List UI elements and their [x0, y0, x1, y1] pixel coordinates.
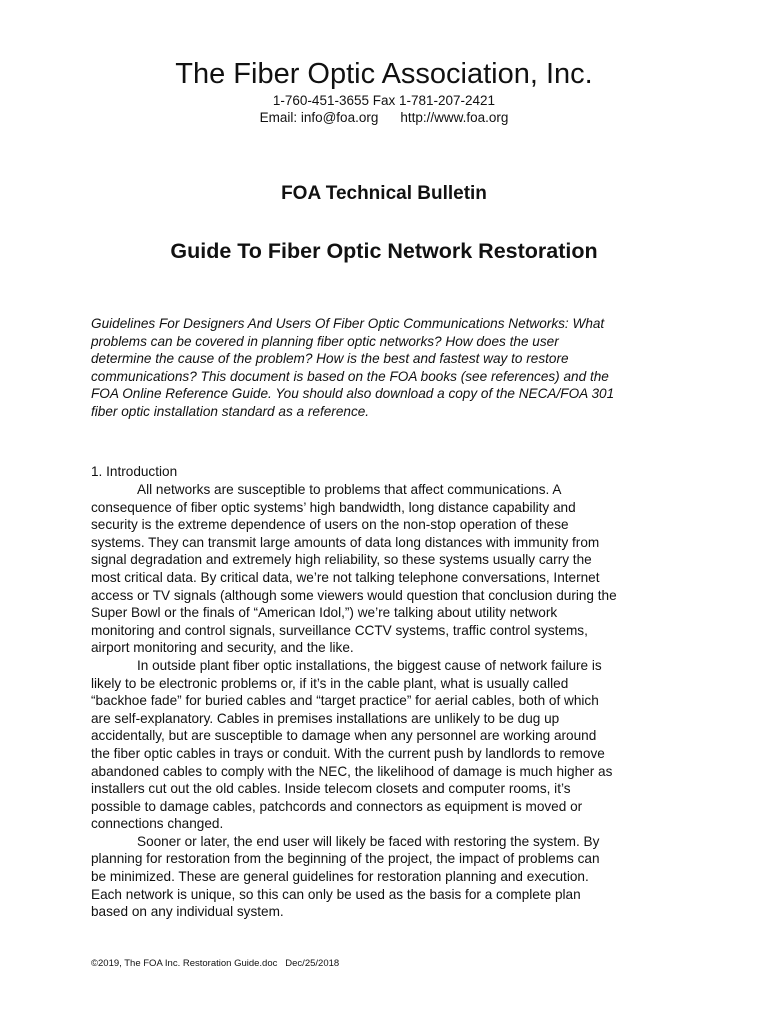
paragraph-line: All networks are susceptible to problems that affect communications. A	[137, 482, 562, 497]
paragraph-line: Each network is unique, so this can only be used as the basis for a complete plan	[91, 886, 581, 902]
abstract-line: problems can be covered in planning fiber optic networks? How does the user	[91, 333, 559, 349]
page-footer: ©2019, The FOA Inc. Restoration Guide.doc Dec/25/2018	[91, 958, 340, 969]
paragraph-line: connections changed.	[91, 816, 224, 832]
abstract-line: determine the cause of the problem? How is the best and fastest way to restore	[91, 351, 569, 367]
paragraph-line: airport monitoring and security, and the like.	[91, 640, 354, 656]
paragraph-line: Sooner or later, the end user will likely be faced with restoring the system. By	[137, 833, 600, 849]
website-link[interactable]: http://www.foa.org	[400, 110, 509, 125]
paragraph-line: systems. They can transmit large amounts of data long distances with immunity from	[91, 534, 600, 550]
paragraph-line: accidentally, but are susceptible to damage when any personnel are working around	[91, 728, 597, 744]
paragraph-line: based on any individual system.	[91, 904, 284, 920]
paragraph-line: likely to be electronic problems or, if it’s in the cable plant, what is usually called	[91, 675, 569, 691]
document-title: Guide To Fiber Optic Network Restoration	[170, 239, 598, 263]
paragraph-line: In outside plant fiber optic installations, the biggest cause of network failure is	[137, 657, 602, 673]
paragraph-line: planning for restoration from the beginning of the project, the impact of problems can	[91, 851, 600, 867]
paragraph-line: most critical data. By critical data, we’re not talking telephone conversations, Internet	[91, 569, 600, 585]
organization-name: The Fiber Optic Association, Inc.	[175, 58, 593, 90]
abstract-line: communications? This document is based on the FOA books (see references) and the	[91, 368, 609, 384]
section-heading: 1. Introduction	[91, 464, 178, 479]
abstract-line: fiber optic installation standard as a reference.	[91, 403, 370, 419]
paragraph-line: be minimized. These are general guidelines for restoration planning and execution.	[91, 869, 589, 885]
paragraph-line: Super Bowl or the finals of “American Idol,”) we’re talking about utility network	[91, 605, 558, 621]
paragraph-line: security is the extreme dependence of users on the non-stop operation of these	[91, 517, 569, 533]
paragraph-line: are self-explanatory. Cables in premises installations are unlikely to be dug up	[91, 710, 560, 726]
phone-fax-line: 1-760-451-3655 Fax 1-781-207-2421	[272, 93, 496, 108]
paragraph-line: monitoring and control signals, surveillance CCTV systems, traffic control systems,	[91, 622, 588, 638]
paragraph-line: abandoned cables to comply with the NEC, the likelihood of damage is much higher as	[91, 763, 613, 779]
paragraph-line: signal degradation and extremely high reliability, so these systems usually carry the	[91, 552, 592, 568]
paragraph-line: installers cut out the old cables. Inside telecom closets and computer rooms, it’s	[91, 781, 571, 797]
abstract-line: FOA Online Reference Guide. You should also download a copy of the NECA/FOA 301	[91, 386, 615, 402]
paragraph-line: consequence of fiber optic systems’ high bandwidth, long distance capability and	[91, 499, 576, 515]
body-text	[91, 481, 691, 921]
bulletin-label: FOA Technical Bulletin	[281, 183, 487, 204]
paragraph-line: the fiber optic cables in trays or conduit. With the current push by landlords to remove	[91, 745, 605, 761]
contact-line	[0, 109, 768, 126]
paragraph-line: “backhoe fade” for buried cables and “target practice” for aerial cables, both of which	[91, 693, 599, 709]
paragraph-line: access or TV signals (although some viewers would question that conclusion during the	[91, 587, 617, 603]
email-text: Email: info@foa.org	[259, 110, 379, 125]
abstract-line: Guidelines For Designers And Users Of Fiber Optic Communications Networks: What	[91, 316, 605, 331]
paragraph-line: possible to damage cables, patchcords and connectors as equipment is moved or	[91, 798, 583, 814]
abstract	[91, 315, 691, 421]
